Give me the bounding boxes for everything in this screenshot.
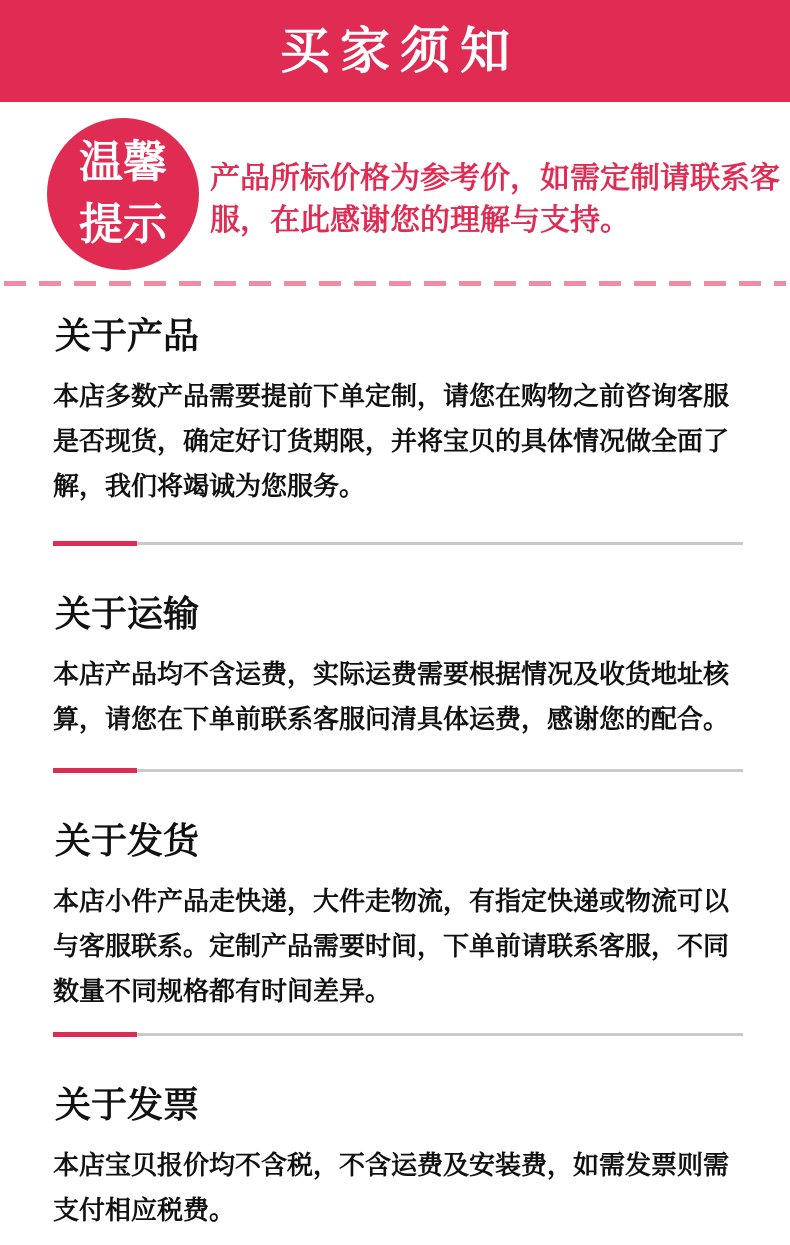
- divider-gray-segment: [137, 542, 743, 545]
- section-divider: [53, 541, 743, 546]
- warm-tips-badge: [47, 118, 199, 270]
- section-heading: 关于运输: [55, 593, 200, 634]
- section-divider: [53, 768, 743, 773]
- section-heading: 关于产品: [55, 315, 200, 356]
- warm-tips-badge-line1: 温馨: [79, 138, 167, 187]
- notice-sections: [0, 314, 790, 1233]
- section-body: 本店产品均不含运费，实际运费需要根据情况及收货地址核算，请您在下单前联系客服问清具体运费，感谢您的配合。: [53, 659, 730, 734]
- section-heading: 关于发货: [55, 820, 200, 861]
- section-body: 本店宝贝报价均不含税，不含运费及安装费，如需发票则需支付相应税费。: [53, 1150, 730, 1225]
- warm-tips-section: [0, 102, 790, 281]
- section-about-product: [53, 314, 740, 546]
- section-about-delivery: [53, 819, 740, 1037]
- dashed-divider: [4, 281, 786, 286]
- section-about-shipping: [53, 592, 740, 773]
- section-heading: 关于发票: [55, 1084, 200, 1125]
- section-body: 本店小件产品走快递，大件走物流，有指定快递或物流可以与客服联系。定制产品需要时间，下单前请联系客服，不同数量不同规格都有时间差异。: [53, 886, 730, 1006]
- section-divider: [53, 1032, 743, 1037]
- divider-accent-segment: [53, 1032, 137, 1037]
- section-body: 本店多数产品需要提前下单定制，请您在购物之前咨询客服是否现货，确定好订货期限，并将宝贝的具体情况做全面了解，我们将竭诚为您服务。: [53, 381, 730, 501]
- header-banner: [0, 0, 790, 102]
- divider-gray-segment: [137, 769, 743, 772]
- warm-tips-text: 产品所标价格为参考价，如需定制请联系客服，在此感谢您的理解与支持。: [210, 162, 780, 237]
- divider-gray-segment: [137, 1033, 743, 1036]
- section-about-invoice: [53, 1083, 740, 1233]
- divider-accent-segment: [53, 541, 137, 546]
- divider-accent-segment: [53, 768, 137, 773]
- warm-tips-badge-line2: 提示: [79, 200, 167, 249]
- page-title: 买家须知: [280, 23, 520, 79]
